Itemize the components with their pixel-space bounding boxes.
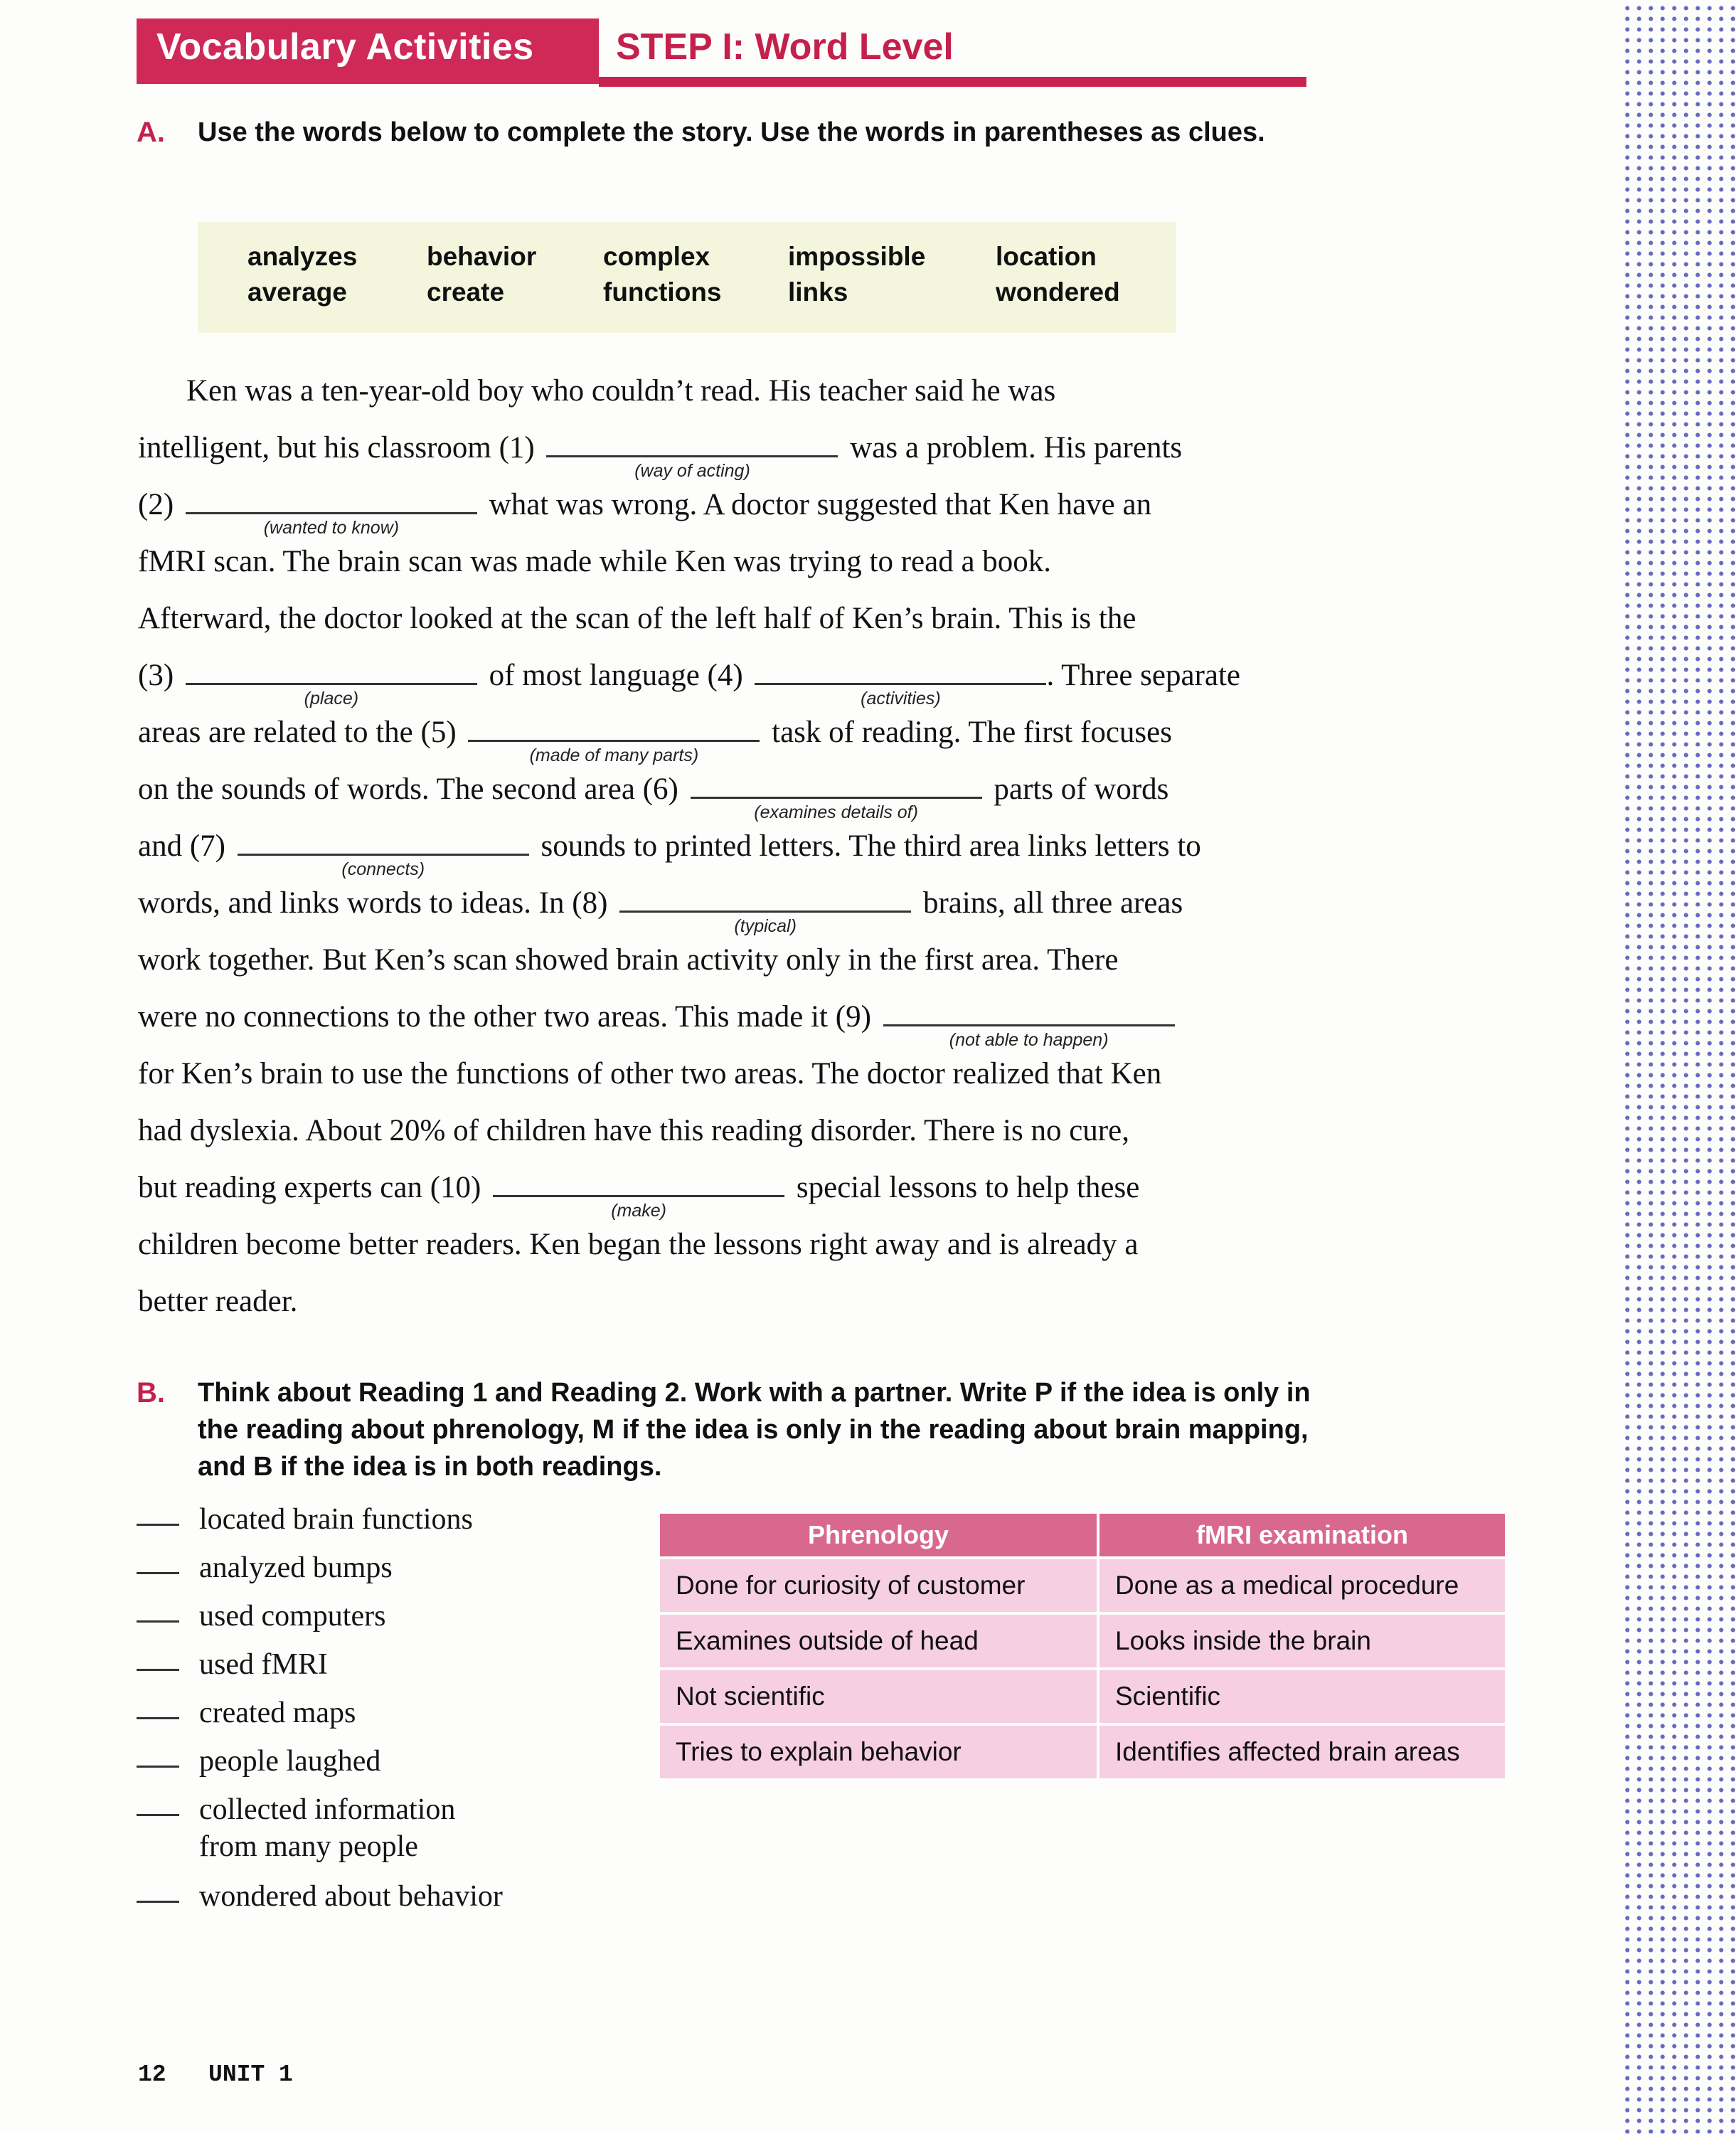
idea-item: located brain functions [137, 1501, 473, 1538]
clue-1: (way of acting) [634, 461, 750, 481]
answer-blank-7[interactable] [238, 851, 529, 879]
table-cell: Examines outside of head [660, 1615, 1097, 1667]
answer-blank-2[interactable] [186, 509, 477, 538]
word-bank-item: location [996, 242, 1097, 271]
section-a-letter: A. [137, 117, 165, 148]
section-b-instructions: Think about Reading 1 and Reading 2. Work with a partner. Write P if the idea is only in the reading about phrenology, M if the idea is only in the reading about brain mapping, and B if the idea is in both readings. [198, 1378, 1311, 1482]
column-header-phrenology: Phrenology [660, 1514, 1097, 1556]
clue-9: (not able to happen) [949, 1030, 1109, 1050]
word-bank-item: impossible [788, 242, 926, 271]
answer-blank-6[interactable] [691, 794, 982, 822]
table-row [660, 1559, 1505, 1612]
word-bank-item: links [788, 277, 848, 307]
clue-8: (typical) [734, 916, 797, 936]
table-cell: Looks inside the brain [1099, 1615, 1505, 1667]
page-number: 12 [138, 2061, 166, 2088]
table-row [660, 1670, 1505, 1723]
answer-blank[interactable] [137, 1901, 179, 1903]
table-cell: Tries to explain behavior [660, 1726, 1097, 1778]
word-bank-item: analyzes [247, 242, 358, 271]
answer-blank[interactable] [137, 1717, 179, 1719]
section-b-letter: B. [137, 1377, 165, 1408]
word-bank-item: complex [603, 242, 710, 271]
table-cell: Done as a medical procedure [1099, 1559, 1505, 1612]
story-line: for Ken’s brain to use the functions of other two areas. The doctor realized that Ken [138, 1057, 1162, 1090]
story-line: intelligent, but his classroom (1) (way of acting) was a problem. His parents [138, 431, 1183, 481]
section-title: Vocabulary Activities [156, 26, 534, 68]
answer-blank[interactable] [137, 1766, 179, 1768]
story-line: work together. But Ken’s scan showed brain activity only in the first area. There [138, 943, 1119, 977]
clue-10: (make) [611, 1201, 667, 1221]
story-line: Afterward, the doctor looked at the scan of the left half of Ken’s brain. This is the [138, 602, 1136, 635]
table-cell: Not scientific [660, 1670, 1097, 1723]
section-title-box [137, 18, 599, 84]
page-footer [138, 2061, 293, 2088]
step-title: STEP I: Word Level [616, 26, 954, 68]
clue-5: (made of many parts) [529, 745, 699, 765]
table-cell: Scientific [1099, 1670, 1505, 1723]
word-bank-item: average [247, 277, 347, 307]
answer-blank-4[interactable] [755, 680, 1046, 708]
table-row [660, 1615, 1505, 1667]
story-line: and (7) (connects) sounds to printed letters. The third area links letters to [138, 829, 1201, 879]
idea-item: created maps [137, 1694, 356, 1731]
clue-2: (wanted to know) [263, 518, 400, 538]
story-line: were no connections to the other two areas. This made it (9) (not able to happen) [138, 999, 1179, 1036]
idea-item: used fMRI [137, 1646, 328, 1683]
story-line: (2) (wanted to know) what was wrong. A doctor suggested that Ken have an [138, 488, 1152, 538]
answer-blank[interactable] [137, 1524, 179, 1526]
answer-blank-3[interactable] [186, 680, 477, 708]
story-line: (3) (place) of most language (4) (activities) . Three separate [138, 659, 1241, 708]
story-line: children become better readers. Ken began the lessons right away and is already a [138, 1228, 1139, 1261]
answer-blank-5[interactable] [468, 737, 760, 765]
answer-blank-10[interactable] [493, 1192, 784, 1221]
dotted-edge-pattern [1621, 0, 1736, 2134]
word-bank-item: wondered [996, 277, 1120, 307]
word-bank-item: create [427, 277, 505, 307]
idea-item: wondered about behavior [137, 1878, 503, 1915]
clue-3: (place) [304, 689, 359, 708]
idea-item: analyzed bumps [137, 1549, 393, 1586]
answer-blank[interactable] [137, 1814, 179, 1816]
answer-blank-8[interactable] [619, 908, 911, 936]
answer-blank[interactable] [137, 1572, 179, 1574]
idea-item: people laughed [137, 1743, 380, 1780]
story-line: but reading experts can (10) (make) special lessons to help these [138, 1171, 1140, 1221]
word-bank-item: behavior [427, 242, 537, 271]
story-line: better reader. [138, 1285, 298, 1318]
story-line: on the sounds of words. The second area (6) (examines details of) parts of words [138, 773, 1169, 822]
story-line: areas are related to the (5) (made of many parts) task of reading. The first focuses [138, 716, 1172, 765]
table-header-row [660, 1514, 1505, 1556]
table-cell: Identifies affected brain areas [1099, 1726, 1505, 1778]
header-rule [599, 77, 1306, 87]
answer-blank-9[interactable] [883, 1021, 1175, 1050]
word-bank [198, 222, 1176, 333]
answer-blank[interactable] [137, 1620, 179, 1623]
clue-6: (examines details of) [754, 802, 918, 822]
story-line: fMRI scan. The brain scan was made while Ken was trying to read a book. [138, 545, 1052, 578]
section-a-instructions: Use the words below to complete the story. Use the words in parentheses as clues. [198, 117, 1265, 147]
idea-item: used computers [137, 1598, 385, 1635]
answer-blank-1[interactable] [546, 452, 838, 481]
clue-4: (activities) [861, 689, 941, 708]
story-line: words, and links words to ideas. In (8) (typical) brains, all three areas [138, 886, 1183, 936]
idea-item: collected information from many people [137, 1791, 455, 1865]
story-line: had dyslexia. About 20% of children have this reading disorder. There is no cure, [138, 1114, 1129, 1147]
clue-7: (connects) [341, 859, 425, 879]
word-bank-item: functions [603, 277, 722, 307]
table-cell: Done for curiosity of customer [660, 1559, 1097, 1612]
table-row [660, 1726, 1505, 1778]
answer-blank[interactable] [137, 1669, 179, 1671]
comparison-table [657, 1511, 1508, 1781]
story-line: Ken was a ten-year-old boy who couldn’t read. His teacher said he was [186, 374, 1056, 408]
header-banner [137, 18, 1306, 90]
column-header-fmri: fMRI examination [1099, 1514, 1505, 1556]
unit-label: UNIT 1 [208, 2061, 293, 2088]
